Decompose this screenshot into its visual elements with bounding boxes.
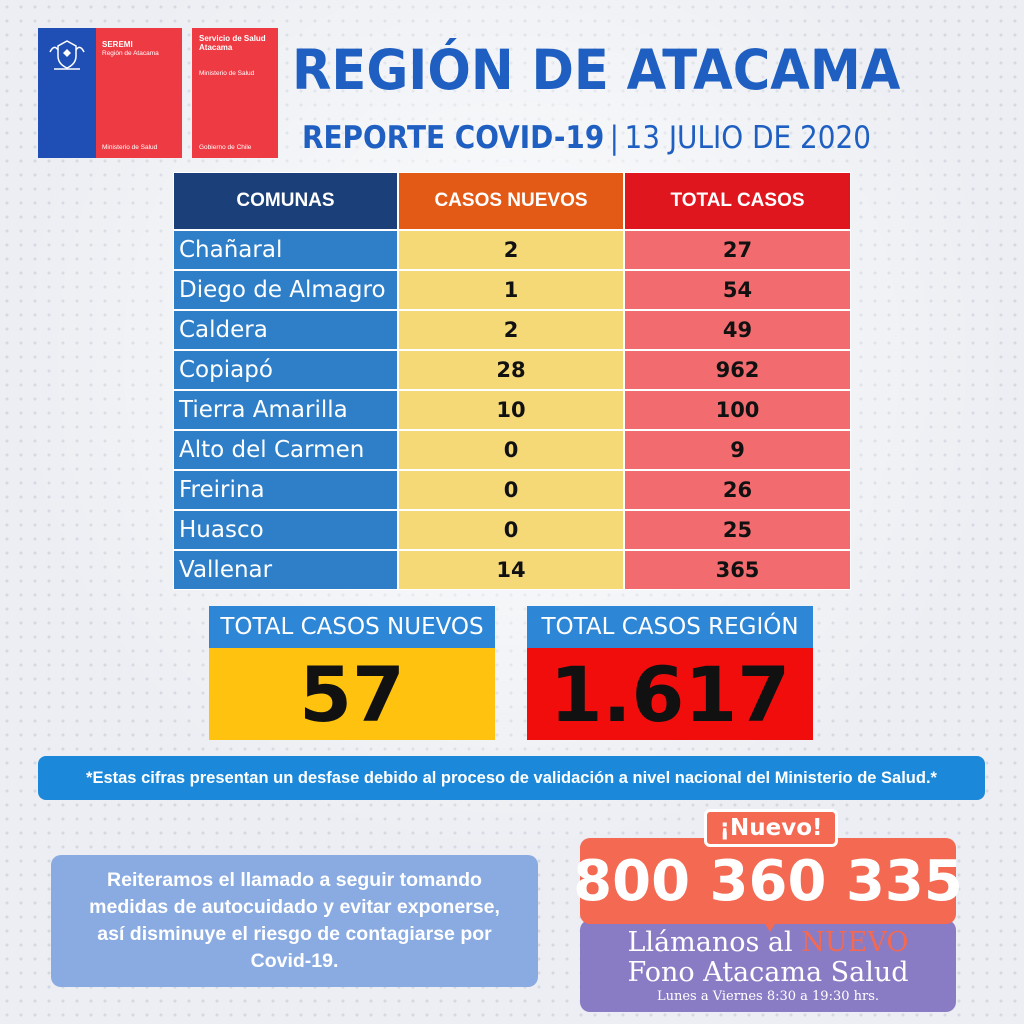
casos-nuevos-value: 10 (398, 390, 624, 430)
header-comunas: COMUNAS (173, 172, 398, 230)
comuna-name: Tierra Amarilla (173, 390, 398, 430)
total-casos-value: 26 (624, 470, 851, 510)
servicio-label: Servicio de Salud Atacama (199, 34, 266, 52)
casos-nuevos-value: 0 (398, 470, 624, 510)
table-row (173, 470, 851, 510)
comuna-name: Copiapó (173, 350, 398, 390)
call-line-1-prefix: Llámanos al (627, 927, 802, 958)
report-subtitle (302, 120, 923, 156)
page-title: REGIÓN DE ATACAMA (292, 38, 901, 102)
comuna-name: Diego de Almagro (173, 270, 398, 310)
total-region-cases-value: 1.617 (527, 648, 813, 740)
call-info-box (580, 920, 956, 1012)
table-row (173, 510, 851, 550)
total-new-cases-value: 57 (209, 648, 495, 740)
total-new-cases-label: TOTAL CASOS NUEVOS (209, 606, 495, 648)
total-new-cases-box (209, 606, 495, 740)
table-row (173, 270, 851, 310)
comuna-name: Chañaral (173, 230, 398, 270)
disclaimer-note: *Estas cifras presentan un desfase debido al proceso de validación a nivel nacional del Ministerio de Salud.* (38, 756, 985, 800)
total-casos-value: 25 (624, 510, 851, 550)
speech-bubble-tail (760, 916, 780, 932)
casos-nuevos-value: 0 (398, 430, 624, 470)
table-row (173, 430, 851, 470)
total-casos-value: 365 (624, 550, 851, 590)
nuevo-badge: ¡Nuevo! (704, 809, 838, 847)
report-date: 13 JULIO DE 2020 (624, 120, 872, 156)
seremi-label: SEREMI (102, 40, 133, 49)
casos-nuevos-value: 2 (398, 230, 624, 270)
total-casos-value: 9 (624, 430, 851, 470)
table-row (173, 390, 851, 430)
servicio-gobierno: Gobierno de Chile (199, 144, 252, 151)
casos-nuevos-value: 2 (398, 310, 624, 350)
table-row (173, 350, 851, 390)
comuna-name: Vallenar (173, 550, 398, 590)
casos-nuevos-value: 28 (398, 350, 624, 390)
phone-number[interactable]: 800 360 335 (580, 838, 956, 924)
header-total-casos: TOTAL CASOS (624, 172, 851, 230)
subtitle-separator: | (609, 120, 620, 156)
comuna-name: Caldera (173, 310, 398, 350)
coat-of-arms-icon (46, 38, 88, 72)
comuna-name: Alto del Carmen (173, 430, 398, 470)
report-label: REPORTE COVID-19 (302, 120, 605, 156)
cases-table (173, 172, 851, 590)
total-casos-value: 49 (624, 310, 851, 350)
total-region-cases-box (527, 606, 813, 740)
total-casos-value: 962 (624, 350, 851, 390)
casos-nuevos-value: 14 (398, 550, 624, 590)
total-region-cases-label: TOTAL CASOS REGIÓN (527, 606, 813, 648)
call-line-2: Fono Atacama Salud (627, 957, 909, 988)
header-casos-nuevos: CASOS NUEVOS (398, 172, 624, 230)
table-row (173, 310, 851, 350)
casos-nuevos-value: 0 (398, 510, 624, 550)
comuna-name: Freirina (173, 470, 398, 510)
call-line-1-highlight: NUEVO (801, 927, 909, 958)
table-row (173, 230, 851, 270)
seremi-region: Región de Atacama (102, 50, 159, 57)
self-care-message: Reiteramos el llamado a seguir tomando medidas de autocuidado y evitar exponerse, así disminuye el riesgo de contagiarse por Covid-19. (51, 855, 538, 987)
casos-nuevos-value: 1 (398, 270, 624, 310)
seremi-ministry: Ministerio de Salud (102, 144, 158, 151)
call-hours: Lunes a Viernes 8:30 a 19:30 hrs. (656, 989, 880, 1004)
total-casos-value: 54 (624, 270, 851, 310)
comuna-name: Huasco (173, 510, 398, 550)
table-row (173, 550, 851, 590)
servicio-ministry: Ministerio de Salud (199, 70, 255, 77)
call-line-1 (580, 928, 956, 958)
total-casos-value: 27 (624, 230, 851, 270)
servicio-salud-logo (192, 28, 278, 158)
total-casos-value: 100 (624, 390, 851, 430)
seremi-logo (38, 28, 182, 158)
table-header (173, 172, 851, 230)
